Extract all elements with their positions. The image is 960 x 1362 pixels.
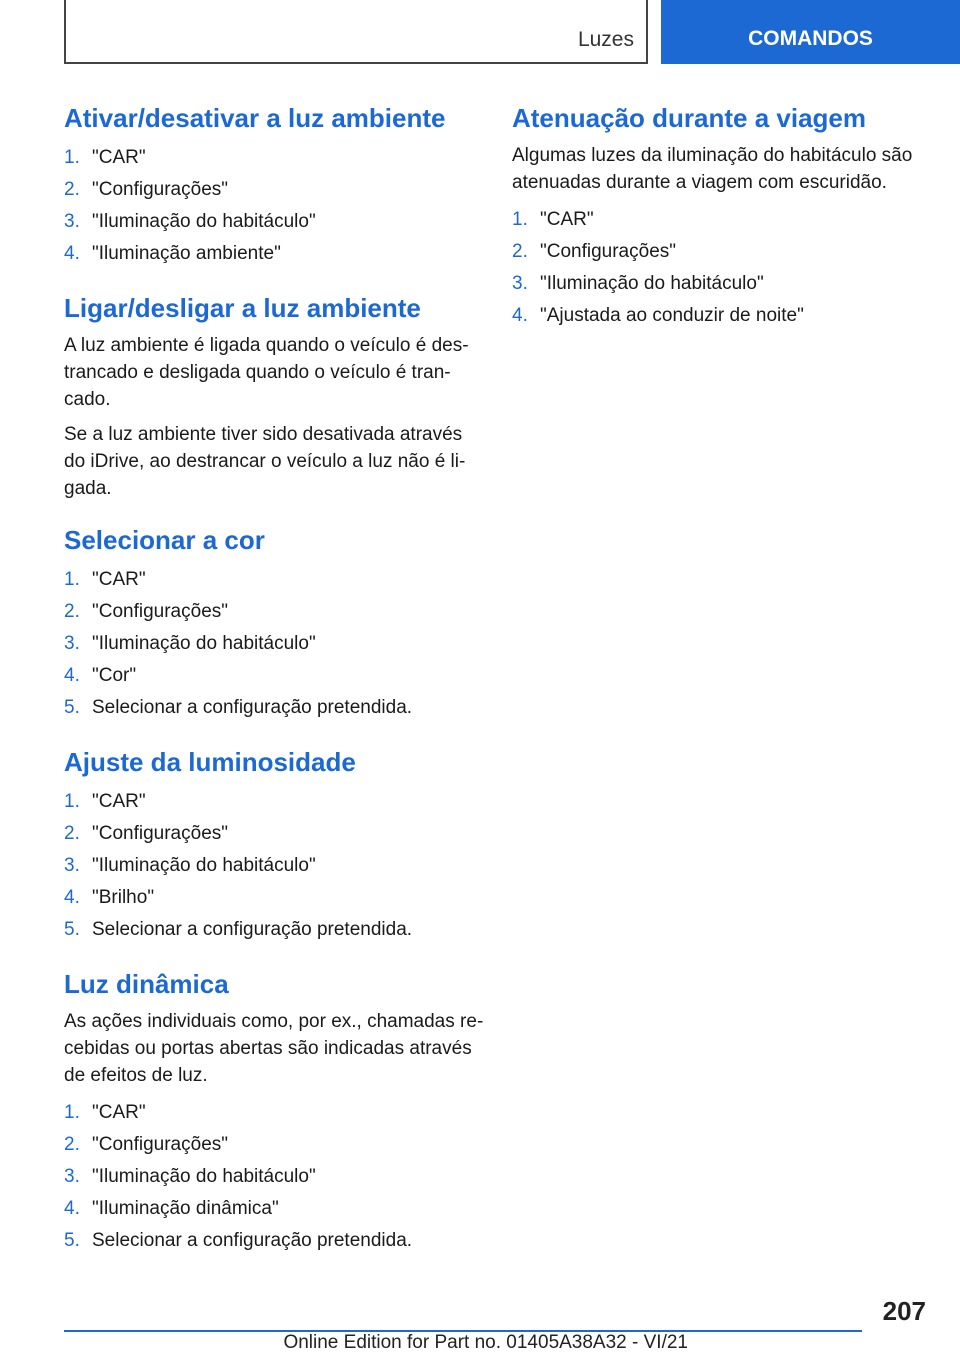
step-item xyxy=(64,628,484,660)
step-number: 1. xyxy=(64,791,80,812)
step-text: "Cor" xyxy=(92,665,137,686)
step-number: 2. xyxy=(512,241,528,262)
step-number: 4. xyxy=(64,887,80,908)
section-paragraph: Algumas luzes da iluminação do habitáculo são atenuadas durante a viagem com escuridão. xyxy=(512,145,913,193)
step-number: 3. xyxy=(64,1166,80,1187)
section-heading: Selecionar a cor xyxy=(64,525,265,555)
step-item xyxy=(64,1129,484,1161)
step-text: Selecionar a configuração pretendida. xyxy=(92,1230,413,1251)
step-number: 3. xyxy=(512,273,528,294)
step-item xyxy=(64,692,484,724)
step-item xyxy=(64,882,484,914)
section-heading: Ativar/desativar a luz ambiente xyxy=(64,103,446,133)
step-text: "CAR" xyxy=(540,209,594,230)
step-item xyxy=(512,236,932,268)
section xyxy=(64,290,484,502)
step-item xyxy=(512,268,932,300)
step-item xyxy=(64,914,484,946)
step-number: 1. xyxy=(512,209,528,230)
right-column xyxy=(512,100,932,352)
step-list xyxy=(512,204,932,332)
step-text: "Iluminação dinâmica" xyxy=(92,1198,279,1219)
header-section-box xyxy=(64,0,648,64)
step-number: 1. xyxy=(64,147,80,168)
step-number: 4. xyxy=(512,305,528,326)
step-number: 1. xyxy=(64,569,80,590)
step-item xyxy=(512,300,932,332)
step-text: "Iluminação ambiente" xyxy=(92,243,281,264)
step-item xyxy=(64,142,484,174)
step-number: 1. xyxy=(64,1102,80,1123)
header-chapter-tab: COMANDOS xyxy=(661,0,960,64)
step-number: 2. xyxy=(64,179,80,200)
step-text: "CAR" xyxy=(92,1102,146,1123)
section-paragraph: As ações individuais como, por ex., chamadas recebidas ou portas abertas são indicadas através de efeitos de luz. xyxy=(64,1011,484,1086)
step-number: 2. xyxy=(64,1134,80,1155)
step-number: 4. xyxy=(64,243,80,264)
section xyxy=(64,100,484,270)
step-item xyxy=(512,204,932,236)
step-number: 4. xyxy=(64,665,80,686)
step-item xyxy=(64,206,484,238)
step-text: "CAR" xyxy=(92,569,146,590)
step-text: "Iluminação do habitáculo" xyxy=(92,633,316,654)
step-text: "Configurações" xyxy=(92,823,229,844)
section-heading: Luz dinâmica xyxy=(64,969,229,999)
section-heading: Ajuste da luminosidade xyxy=(64,747,356,777)
section-paragraph: A luz ambiente é ligada quando o veículo é destrancado e desligada quando o veículo é trancado. xyxy=(64,335,469,410)
step-text: "Iluminação do habitáculo" xyxy=(92,855,316,876)
section xyxy=(64,522,484,724)
section-heading: Ligar/desligar a luz ambiente xyxy=(64,293,421,323)
step-list xyxy=(64,786,484,946)
step-number: 3. xyxy=(64,211,80,232)
step-number: 2. xyxy=(64,823,80,844)
step-number: 5. xyxy=(64,697,80,718)
step-item xyxy=(64,596,484,628)
header-section-title: Luzes xyxy=(577,28,634,51)
step-text: "Configurações" xyxy=(92,601,229,622)
step-text: "Brilho" xyxy=(92,887,155,908)
step-item xyxy=(64,818,484,850)
step-number: 3. xyxy=(64,855,80,876)
step-item xyxy=(64,850,484,882)
step-item xyxy=(64,1193,484,1225)
step-text: "Iluminação do habitáculo" xyxy=(92,1166,316,1187)
page-number: 207 xyxy=(882,1296,926,1326)
step-item xyxy=(64,174,484,206)
step-list xyxy=(64,564,484,724)
section xyxy=(64,744,484,946)
step-text: "Iluminação do habitáculo" xyxy=(92,211,316,232)
step-item xyxy=(64,660,484,692)
step-list xyxy=(64,142,484,270)
step-text: "Iluminação do habitáculo" xyxy=(540,273,764,294)
step-text: Selecionar a configuração pretendida. xyxy=(92,697,413,718)
step-number: 3. xyxy=(64,633,80,654)
step-text: "Configurações" xyxy=(92,1134,229,1155)
step-list xyxy=(64,1097,484,1257)
step-number: 4. xyxy=(64,1198,80,1219)
step-text: "Ajustada ao conduzir de noite" xyxy=(540,305,804,326)
step-item xyxy=(64,1161,484,1193)
section-paragraph: Se a luz ambiente tiver sido desativada através do iDrive, ao destrancar o veículo a luz não é ligada. xyxy=(64,424,466,499)
step-text: "Configurações" xyxy=(92,179,229,200)
step-item xyxy=(64,786,484,818)
step-item xyxy=(64,238,484,270)
step-number: 5. xyxy=(64,1230,80,1251)
step-number: 2. xyxy=(64,601,80,622)
step-item xyxy=(64,564,484,596)
section xyxy=(512,100,932,332)
left-column xyxy=(64,100,484,1277)
step-text: "Configurações" xyxy=(540,241,677,262)
step-text: Selecionar a configuração pretendida. xyxy=(92,919,413,940)
step-text: "CAR" xyxy=(92,791,146,812)
step-text: "CAR" xyxy=(92,147,146,168)
step-item xyxy=(64,1225,484,1257)
step-number: 5. xyxy=(64,919,80,940)
footer-edition-text: Online Edition for Part no. 01405A38A32 - VI/21 xyxy=(283,1332,688,1353)
step-item xyxy=(64,1097,484,1129)
section xyxy=(64,966,484,1257)
section-heading: Atenuação durante a viagem xyxy=(512,103,866,133)
